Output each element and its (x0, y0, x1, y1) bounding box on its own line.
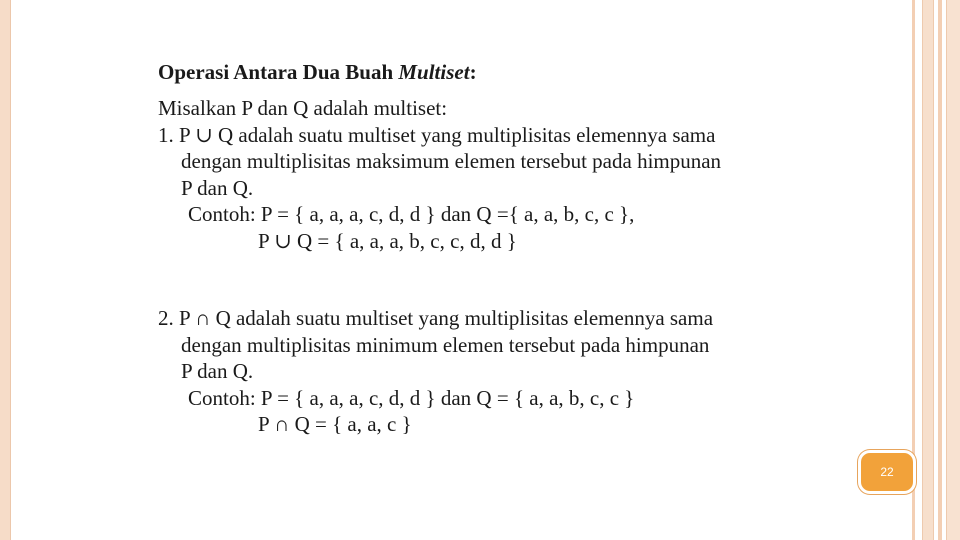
intro-line: Misalkan P dan Q adalah multiset: (158, 96, 448, 120)
item2-result: P ∩ Q = { a, a, c } (258, 412, 412, 436)
heading-text: Operasi Antara Dua Buah (158, 60, 399, 84)
item2-line3: P dan Q. (181, 359, 254, 383)
item1-line1: 1. P ∪ Q adalah suatu multiset yang multiplisitas elemennya sama (158, 122, 716, 147)
slide-heading (158, 58, 828, 86)
slide-content (158, 58, 828, 438)
slide-body (158, 95, 828, 438)
item2-example: Contoh: P = { a, a, a, c, d, d } dan Q = { a, a, b, c, c } (188, 385, 635, 410)
item1-line3: P dan Q. (181, 175, 254, 200)
heading-colon: : (469, 60, 477, 84)
slide-frame-right (912, 0, 960, 540)
frame-stripe (946, 0, 960, 540)
section-gap (158, 254, 828, 305)
page-number-badge: 22 (858, 450, 916, 494)
frame-stripe (938, 0, 942, 540)
slide-frame-left (0, 0, 11, 540)
heading-italic: Multiset (398, 60, 470, 84)
frame-stripe (922, 0, 934, 540)
item1-result: P ∪ Q = { a, a, a, b, c, c, d, d } (258, 228, 517, 253)
item1-line2: dengan multiplisitas maksimum elemen tersebut pada himpunan (181, 149, 722, 173)
item2-line1: 2. P ∩ Q adalah suatu multiset yang multiplisitas elemennya sama (158, 306, 714, 330)
item1-example: Contoh: P = { a, a, a, c, d, d } dan Q ={ a, a, b, c, c }, (188, 202, 635, 226)
item2-line2: dengan multiplisitas minimum elemen tersebut pada himpunan (181, 332, 710, 357)
